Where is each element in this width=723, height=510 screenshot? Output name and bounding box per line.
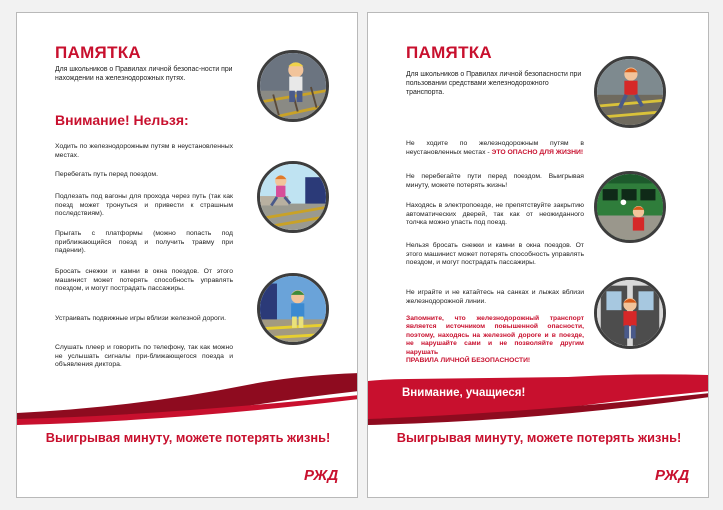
rzd-logo-text: РЖД	[655, 467, 690, 484]
page-title: ПАМЯТКА	[55, 43, 142, 62]
rzd-logo	[302, 464, 342, 484]
rzd-logo	[653, 464, 693, 484]
rule-item: Прыгать с платформы (можно попасть под приближающийся поезд и получить травму при падении).	[55, 230, 233, 255]
rzd-logo-text: РЖД	[304, 467, 339, 484]
red-swoosh-band	[17, 355, 358, 425]
rule-item: Перебегать путь перед поездом.	[55, 171, 158, 178]
slogan-text: Выигрывая минуту, можете потерять жизнь!	[45, 430, 331, 445]
boy-running-on-tracks-illustration	[594, 56, 666, 128]
rule-item: Не перебегайте пути перед поездом. Выигрывая минуту, можете потерять жизнь!	[406, 173, 584, 189]
intro-text: Для школьников о Правилах личной безопас-ности при нахождении на железнодорожных путях.	[55, 66, 233, 82]
boy-at-train-doors-illustration	[594, 277, 666, 349]
attention-banner: Внимание, учащиеся!	[402, 387, 526, 399]
attention-heading: Внимание! Нельзя:	[55, 112, 189, 128]
danger-warning: ЭТО ОПАСНО ДЛЯ ЖИЗНИ!	[491, 148, 584, 156]
boy-on-tracks-illustration	[257, 50, 329, 122]
rule-item: Подлезать под вагоны для прохода через путь (так как поезд может тронуться и привести к страшным последствиям).	[55, 193, 233, 218]
rule-item: Не играйте и не катайтесь на санках и лыжах вблизи железнодорожной линии.	[406, 289, 584, 305]
slogan-text: Выигрывая минуту, можете потерять жизнь!	[396, 430, 682, 445]
rule-item: Не ходите по железнодорожным путям в неустановленных местах - ЭТО ОПАСНО ДЛЯ ЖИЗНИ!	[406, 140, 584, 156]
child-throwing-at-train-illustration	[594, 171, 666, 243]
girl-jumping-platform-illustration	[257, 161, 329, 233]
rule-item: Ходить по железнодорожным путям в неустановленных местах.	[55, 143, 233, 159]
rule-item: Бросать снежки и камни в окна поездов. От этого машинист может потерять способность управлять поездом, и могут пострадать пассажиры.	[55, 268, 233, 293]
rule-item: Устраивать подвижные игры вблизи железной дороги.	[55, 315, 226, 322]
page-title: ПАМЯТКА	[406, 43, 493, 62]
rule-item: Нельзя бросать снежки и камни в окна поездов. От этого машинист может потерять способность управлять поездом, и могут пострадать пассажиры.	[406, 242, 584, 267]
leaflet-page-left	[16, 12, 358, 498]
rule-item: Находясь в электропоезде, не препятствуйте закрытию автоматических дверей, так как от неожиданного толчка можно упасть под поезд.	[406, 202, 584, 227]
intro-text: Для школьников о Правилах личной безопасности при пользовании средствами железнодорожного транспорта.	[406, 71, 582, 96]
safety-note: Запомните, что железнодорожный транспорт является источником повышенной опасности, поэтому, находясь на железной дороге и в поезде, не нарушайте сами и не позволяйте другим нарушать ПРАВИЛА ЛИЧНОЙ БЕЗОПАСНОСТИ!	[406, 315, 584, 365]
leaflet-page-right	[367, 12, 709, 498]
boy-with-headphones-illustration	[257, 273, 329, 345]
safety-rules-emphasis: ПРАВИЛА ЛИЧНОЙ БЕЗОПАСНОСТИ!	[406, 357, 531, 365]
rule-item: Слушать плеер и говорить по телефону, так как можно не услышать сигналы при-ближающегося поезда и объявления диктора.	[55, 344, 233, 369]
